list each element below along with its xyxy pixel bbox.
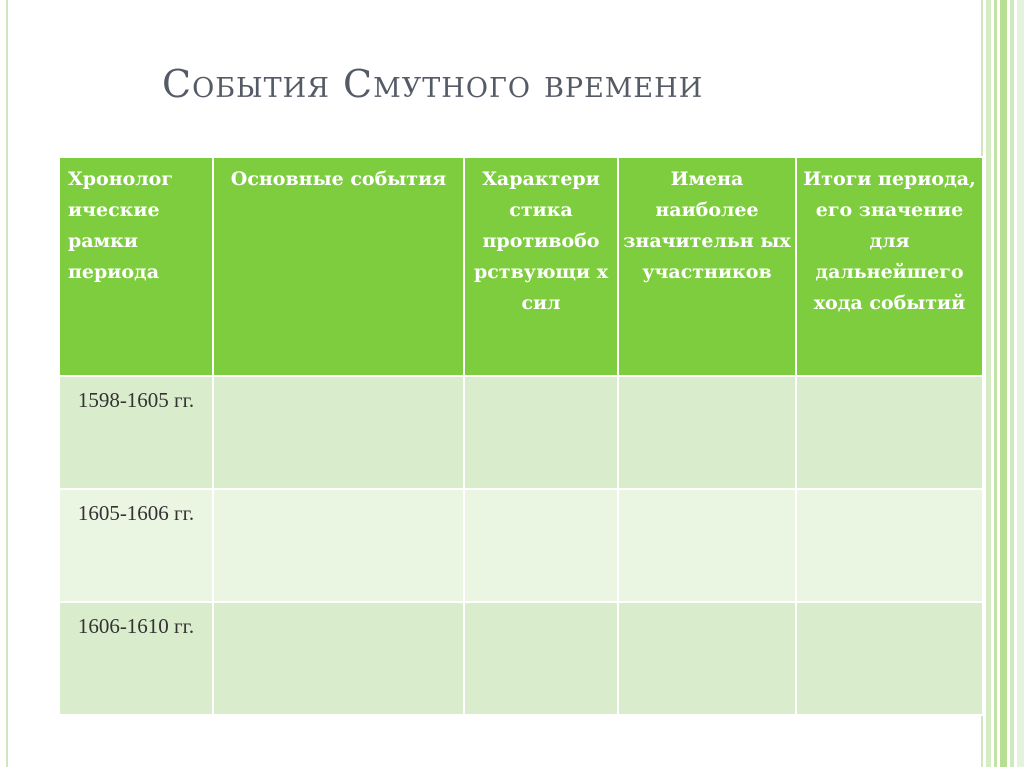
decorative-stripe bbox=[1017, 0, 1024, 767]
slide-title: События Смутного времени bbox=[162, 62, 704, 106]
header-main-events: Основные события bbox=[213, 157, 464, 376]
cell-period: 1605-1606 гг. bbox=[59, 489, 213, 602]
cell-period: 1598-1605 гг. bbox=[59, 376, 213, 489]
header-forces: Характери стика противобо рствующи х сил bbox=[464, 157, 618, 376]
header-participants: Имена наиболее значительн ых участников bbox=[618, 157, 796, 376]
cell-results bbox=[796, 489, 983, 602]
cell-period: 1606-1610 гг. bbox=[59, 602, 213, 715]
header-results: Итоги периода, его значение для дальнейшего хода событий bbox=[796, 157, 983, 376]
cell-participants bbox=[618, 489, 796, 602]
table-row bbox=[59, 489, 983, 602]
table-row bbox=[59, 376, 983, 489]
cell-results bbox=[796, 376, 983, 489]
table-row bbox=[59, 602, 983, 715]
table-header-row bbox=[59, 157, 983, 376]
decorative-stripe bbox=[994, 0, 997, 767]
cell-forces bbox=[464, 376, 618, 489]
cell-participants bbox=[618, 602, 796, 715]
decorative-stripe bbox=[1010, 0, 1014, 767]
decorative-stripe bbox=[986, 0, 991, 767]
decorative-stripe bbox=[1000, 0, 1007, 767]
cell-events bbox=[213, 602, 464, 715]
events-table bbox=[58, 156, 984, 716]
cell-participants bbox=[618, 376, 796, 489]
cell-forces bbox=[464, 602, 618, 715]
header-chronology: Хронолог ические рамки периода bbox=[59, 157, 213, 376]
cell-events bbox=[213, 489, 464, 602]
cell-events bbox=[213, 376, 464, 489]
cell-forces bbox=[464, 489, 618, 602]
cell-results bbox=[796, 602, 983, 715]
